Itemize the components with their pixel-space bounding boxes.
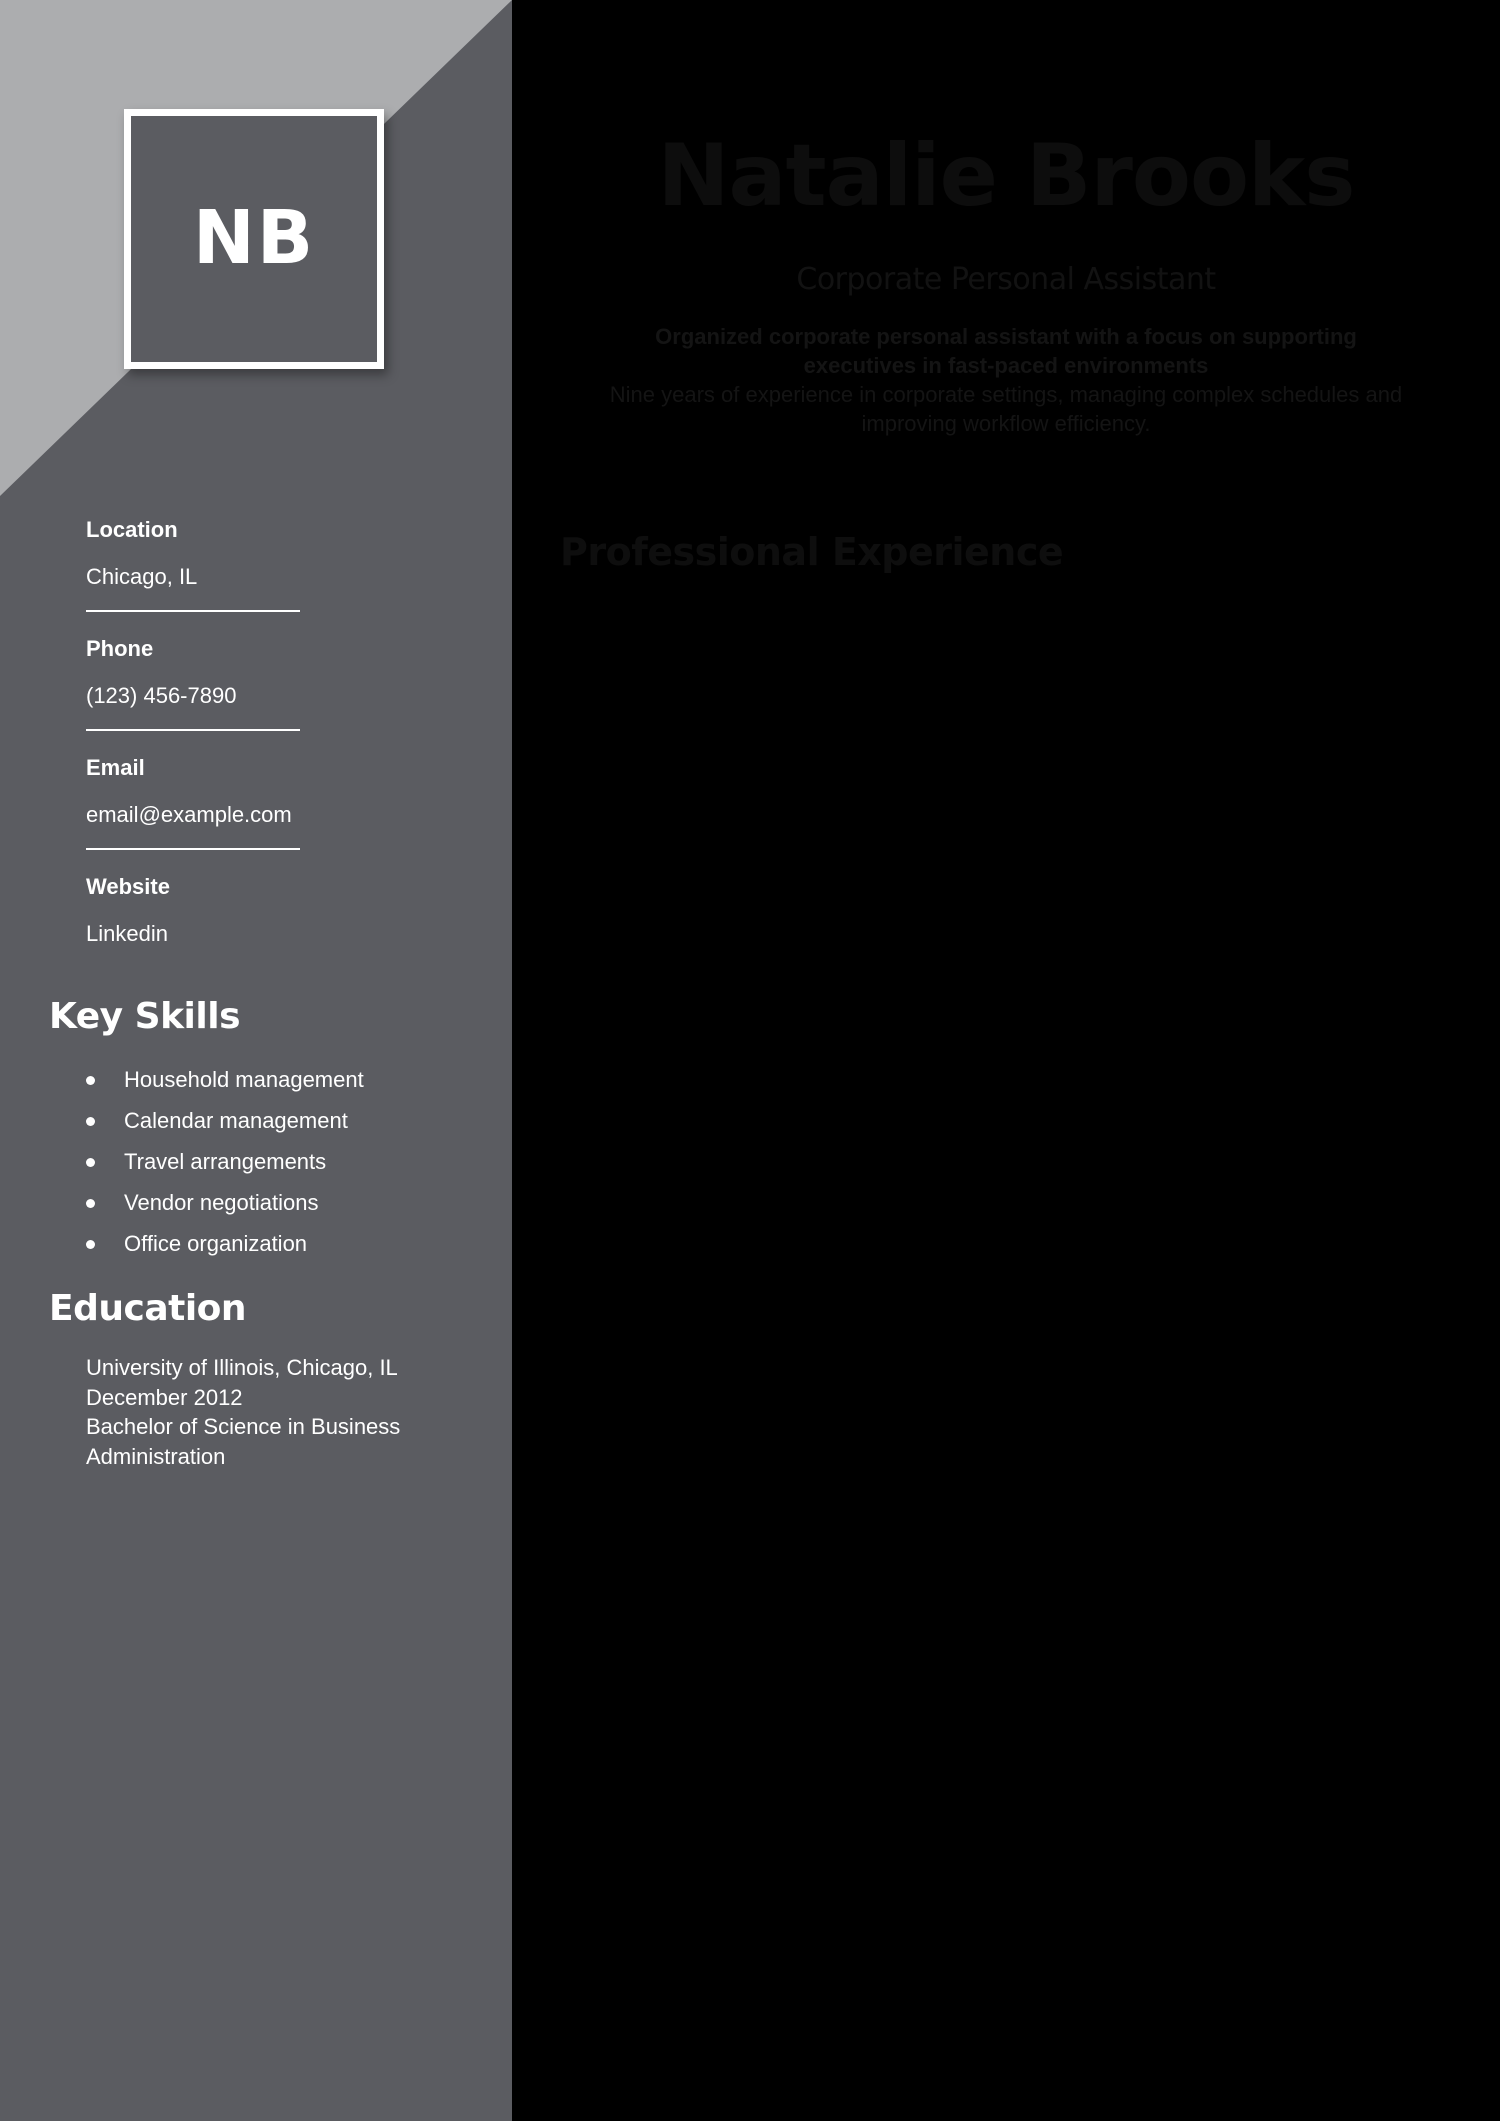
skill-label: Calendar management [124, 1108, 348, 1133]
skill-item [86, 1059, 364, 1100]
contact-website [86, 873, 466, 948]
phone-value: (123) 456-7890 [86, 683, 237, 708]
job-title: Corporate Personal Assistant [796, 262, 1216, 297]
skills-heading: Key Skills [49, 996, 240, 1037]
bullet-icon [86, 1076, 95, 1085]
main-content [512, 0, 1500, 2121]
skill-item [86, 1223, 364, 1264]
education-date: December 2012 [86, 1384, 243, 1410]
contact-email [86, 754, 466, 850]
summary-text: Nine years of experience in corporate settings, managing complex schedules and improving workflow efficiency. [609, 382, 1403, 436]
bullet-icon [86, 1199, 95, 1208]
education-school: University of Illinois, Chicago, IL [86, 1355, 398, 1380]
skills-list [86, 1059, 364, 1264]
contact-section [86, 516, 466, 948]
bullet-icon [86, 1158, 95, 1167]
summary [562, 322, 1450, 438]
skill-label: Office organization [124, 1231, 308, 1256]
summary-headline: Organized corporate personal assistant with a focus on supporting executives in fast-paced environments [655, 324, 1357, 378]
bullet-icon [86, 1240, 95, 1249]
candidate-name: Natalie Brooks [657, 126, 1355, 226]
email-label: Email [86, 755, 145, 780]
location-label: Location [86, 517, 178, 542]
email-value: email@example.com [86, 802, 292, 827]
education-entry [86, 1353, 446, 1471]
education-degree: Bachelor of Science in Business Administration [86, 1414, 401, 1469]
monogram-initials: NB [192, 195, 316, 281]
skill-item [86, 1182, 364, 1223]
divider [86, 848, 300, 850]
website-link[interactable]: Linkedin [86, 921, 168, 946]
contact-phone [86, 635, 466, 731]
skill-label: Travel arrangements [124, 1149, 327, 1174]
divider [86, 729, 300, 731]
experience-heading: Professional Experience [560, 530, 1064, 574]
location-value: Chicago, IL [86, 564, 198, 589]
website-label: Website [86, 874, 170, 899]
sidebar [0, 0, 512, 2121]
education-heading: Education [49, 1288, 247, 1329]
phone-label: Phone [86, 636, 154, 661]
bullet-icon [86, 1117, 95, 1126]
monogram-badge [124, 109, 384, 369]
divider [86, 610, 300, 612]
contact-location [86, 516, 466, 612]
skill-label: Household management [124, 1067, 364, 1092]
skill-label: Vendor negotiations [124, 1190, 319, 1215]
skill-item [86, 1100, 364, 1141]
skill-item [86, 1141, 364, 1182]
